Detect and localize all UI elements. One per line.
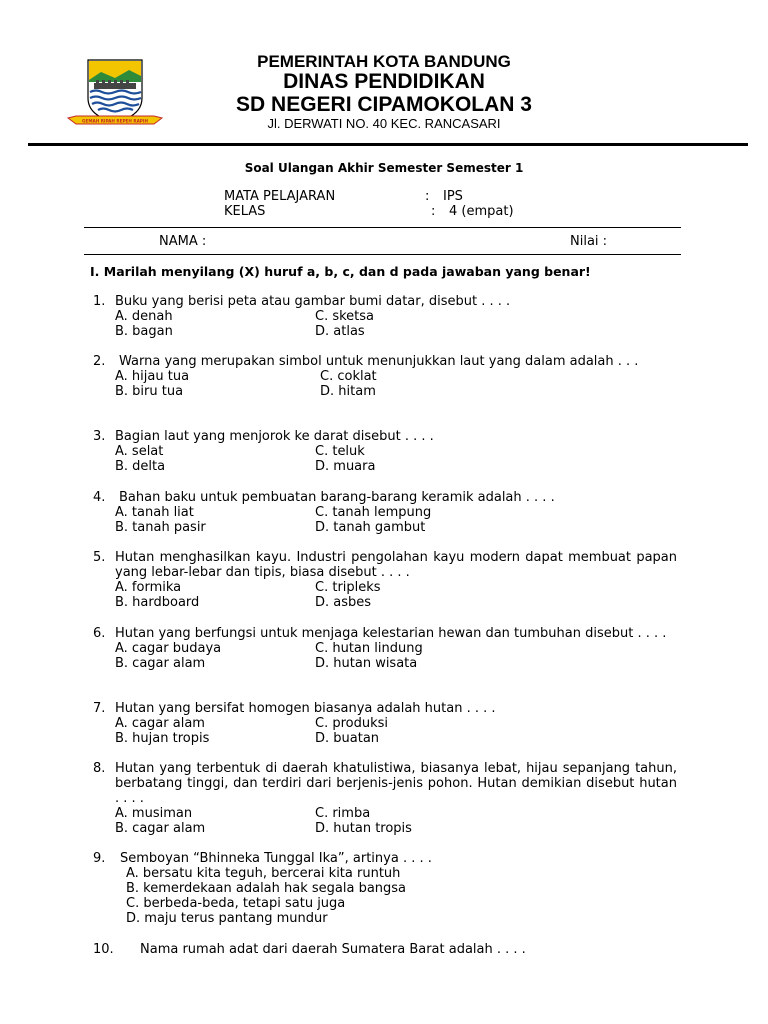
option-b: B. biru tua (115, 384, 184, 399)
question-text: Semboyan “Bhinneka Tunggal Ika”, artinya . . . . (120, 851, 432, 866)
option-a: A. musiman (115, 806, 193, 821)
exam-title: Soal Ulangan Akhir Semester Semester 1 (244, 161, 524, 175)
option-c: C. produksi (315, 716, 389, 731)
option-c: C. berbeda-beda, tetapi satu juga (126, 896, 346, 911)
question-text: Bagian laut yang menjorok ke darat disebut . . . . (115, 429, 434, 444)
instruction: I. Marilah menyilang (X) huruf a, b, c, dan d pada jawaban yang benar! (90, 264, 591, 279)
question-10 (93, 942, 677, 957)
option-a: A. formika (115, 580, 182, 595)
question-9 (93, 851, 677, 926)
question-text: Hutan yang bersifat homogen biasanya adalah hutan . . . . (115, 701, 496, 716)
question-text: Hutan yang berfungsi untuk menjaga kelestarian hewan dan tumbuhan disebut . . . . (115, 626, 667, 641)
option-d: D. hitam (320, 384, 376, 399)
question-3 (93, 429, 677, 474)
option-d: D. hutan wisata (315, 656, 418, 671)
option-d: D. hutan tropis (315, 821, 412, 836)
question-2 (93, 354, 677, 399)
class-colon: : (431, 204, 436, 219)
question-number: 7. (93, 701, 106, 716)
name-row-bottom-line (84, 254, 681, 255)
option-d: D. buatan (315, 731, 380, 746)
score-label: Nilai : (570, 234, 608, 249)
option-a: A. selat (115, 444, 164, 459)
question-text: Hutan menghasilkan kayu. Industri pengolahan kayu modern dapat membuat papan yang lebar-lebar dan tipis, biasa disebut . . . . (115, 550, 677, 580)
option-b: B. hardboard (115, 595, 200, 610)
option-c: C. coklat (320, 369, 377, 384)
option-a: A. hijau tua (115, 369, 190, 384)
option-c: C. hutan lindung (315, 641, 423, 656)
option-b: B. kemerdekaan adalah hak segala bangsa (126, 881, 407, 896)
subject-label: MATA PELAJARAN (224, 189, 336, 204)
option-b: B. bagan (115, 324, 173, 339)
option-b: B. cagar alam (115, 656, 206, 671)
option-b: B. cagar alam (115, 821, 206, 836)
header-school: SD NEGERI CIPAMOKOLAN 3 (236, 93, 532, 116)
bandung-city-logo (66, 58, 164, 130)
option-c: C. rimba (315, 806, 371, 821)
option-c: C. tripleks (315, 580, 381, 595)
option-c: C. sketsa (315, 309, 375, 324)
question-number: 1. (93, 294, 106, 309)
option-d: D. atlas (315, 324, 365, 339)
option-a: A. bersatu kita teguh, bercerai kita runtuh (126, 866, 401, 881)
option-a: A. tanah liat (115, 505, 194, 520)
question-text: Nama rumah adat dari daerah Sumatera Barat adalah . . . . (140, 942, 526, 957)
subject-colon: : (425, 189, 430, 204)
question-1 (93, 294, 677, 339)
header-department: DINAS PENDIDIKAN (283, 70, 485, 93)
option-d: D. tanah gambut (315, 520, 426, 535)
logo-banner-text: GEMAH RIPAH REPEH RAPIH (82, 118, 148, 124)
option-d: D. muara (315, 459, 376, 474)
option-a: A. cagar budaya (115, 641, 222, 656)
question-6 (93, 626, 677, 671)
option-c: C. teluk (315, 444, 365, 459)
option-b: B. hujan tropis (115, 731, 210, 746)
name-label: NAMA : (159, 234, 207, 249)
subject-value: IPS (443, 189, 463, 204)
question-text: Bahan baku untuk pembuatan barang-barang keramik adalah . . . . (119, 490, 555, 505)
option-d: D. asbes (315, 595, 372, 610)
question-4 (93, 490, 677, 535)
name-row-top-line (84, 227, 681, 228)
question-text: Buku yang berisi peta atau gambar bumi datar, disebut . . . . (115, 294, 511, 309)
question-number: 9. (93, 851, 106, 866)
option-b: B. tanah pasir (115, 520, 206, 535)
question-5 (93, 550, 677, 610)
option-c: C. tanah lempung (315, 505, 432, 520)
question-number: 4. (93, 490, 106, 505)
question-number: 2. (93, 354, 106, 369)
class-value: 4 (empat) (449, 204, 514, 219)
option-a: A. cagar alam (115, 716, 205, 731)
question-number: 10. (93, 942, 114, 957)
header-address: Jl. DERWATI NO. 40 KEC. RANCASARI (267, 116, 501, 131)
header-divider (28, 143, 748, 146)
question-number: 5. (93, 550, 106, 565)
option-d: D. maju terus pantang mundur (126, 911, 328, 926)
question-8 (93, 761, 677, 836)
question-7 (93, 701, 677, 746)
option-b: B. delta (115, 459, 166, 474)
header-government: PEMERINTAH KOTA BANDUNG (257, 52, 511, 71)
question-text: Warna yang merupakan simbol untuk menunjukkan laut yang dalam adalah . . . (119, 354, 639, 369)
question-number: 8. (93, 761, 106, 776)
option-a: A. denah (115, 309, 173, 324)
class-label: KELAS (224, 204, 266, 219)
question-number: 6. (93, 626, 106, 641)
question-number: 3. (93, 429, 106, 444)
question-text: Hutan yang terbentuk di daerah khatulistiwa, biasanya lebat, hijau sepanjang tahun, berbatang tinggi, dan terdiri dari berjenis-jenis pohon. Hutan demikian disebut hutan . . . . (115, 761, 677, 806)
